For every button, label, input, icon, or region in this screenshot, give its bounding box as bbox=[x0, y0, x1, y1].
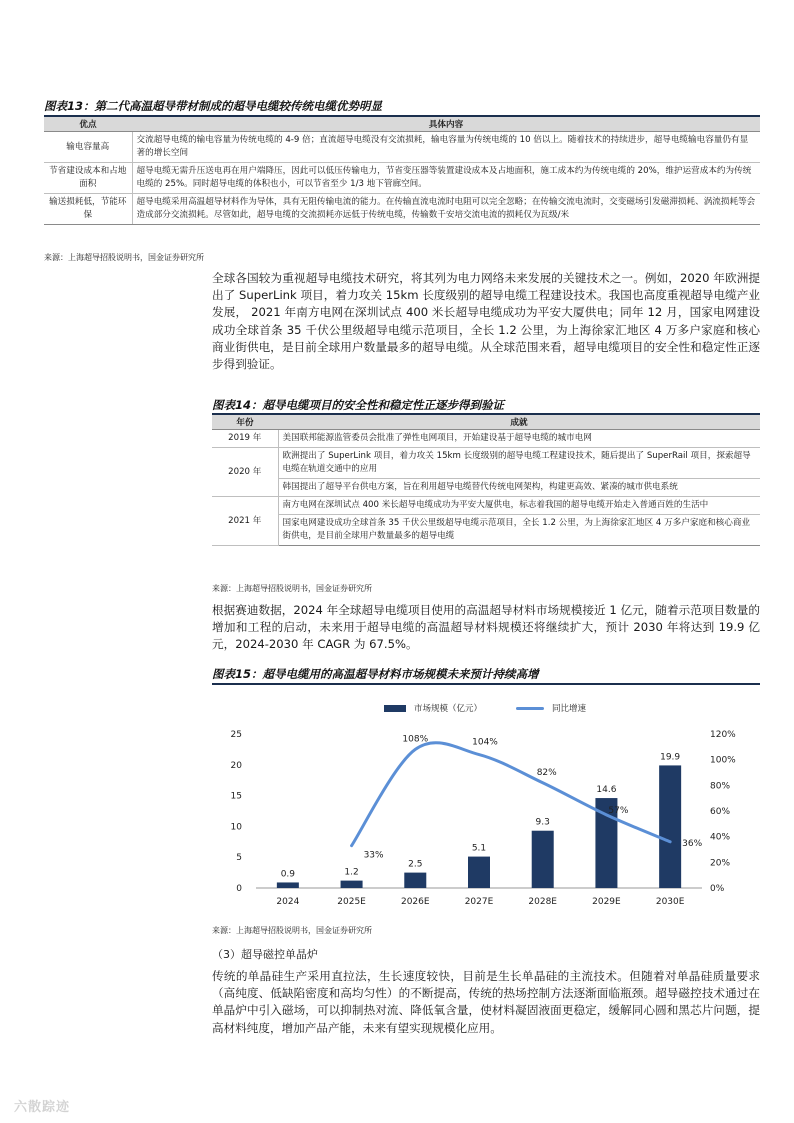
bar bbox=[277, 882, 299, 888]
x-tick-label: 2030E bbox=[655, 897, 685, 907]
fig15-chart bbox=[212, 722, 736, 932]
x-tick-label: 2027E bbox=[464, 897, 494, 907]
line-data-label: 36% bbox=[682, 838, 703, 849]
fig13-source: 来源：上海超导招股说明书，国金证券研究所 bbox=[44, 253, 204, 262]
y-left-tick-label: 10 bbox=[230, 822, 242, 833]
bar bbox=[532, 831, 554, 888]
line-data-label: 82% bbox=[536, 767, 557, 778]
bar-data-label: 9.3 bbox=[535, 817, 550, 828]
table-row bbox=[44, 163, 760, 194]
fig14-achievement: 韩国提出了超导平台供电方案，旨在利用超导电缆替代传统电网架构，构建更高效、紧凑的城市供电系统 bbox=[278, 479, 760, 497]
x-tick-label: 2026E bbox=[400, 897, 430, 907]
y-left-tick-label: 25 bbox=[230, 730, 242, 740]
body-paragraph-1: 全球各国较为重视超导电缆技术研究，将其列为电力网络未来发展的关键技术之一。例如，2020 年欧洲提出了 SuperLink 项目，着力攻关 15km 长度级别的超导电缆工程建设技术。我国也高度重视超导电缆产业发展， 2021 年南方电网在深圳试点 400 米长超导电缆成功为平安大厦供电；同年 12 月，国家电网建设成功全球首条 35 千伏公里级超导电缆示范项目，全长 1.2 公里，为上海徐家汇地区 4 万多户家庭和核心商业街供电，是目前全球用户数量最多的超导电缆。从全球范围来看，超导电缆项目的安全性和稳定性正逐步得到验证。 bbox=[212, 271, 760, 372]
bar bbox=[659, 765, 681, 888]
chart-legend-bar bbox=[384, 702, 482, 714]
x-tick-label: 2028E bbox=[528, 897, 558, 907]
fig14-title: 图表14：超导电缆项目的安全性和稳定性正逐步得到验证 bbox=[212, 398, 505, 412]
table-row bbox=[44, 194, 760, 225]
table-row bbox=[212, 497, 760, 515]
fig14-achievement: 国家电网建设成功全球首条 35 千伏公里级超导电缆示范项目，全长 1.2 公里，为上海徐家汇地区 4 万多户家庭和核心商业街供电，是目前全球用户数量最多的超导电缆 bbox=[278, 515, 760, 546]
legend-line-label: 同比增速 bbox=[552, 704, 587, 714]
y-right-tick-label: 80% bbox=[710, 781, 731, 792]
y-left-tick-label: 5 bbox=[236, 853, 242, 864]
fig14-col-header-year: 年份 bbox=[212, 415, 278, 430]
fig14-year: 2020 年 bbox=[212, 448, 278, 497]
fig14-col-header-achievement: 成就 bbox=[278, 415, 760, 430]
fig13-table bbox=[44, 117, 760, 225]
body-paragraph-2: 根据赛迪数据，2024 年全球超导电缆项目使用的高温超导材料市场规模接近 1 亿元，随着示范项目数量的增加和工程的启动，未来用于超导电缆的高温超导材料规模还将继续扩大，预计 2030 年将达到 19.9 亿元，2024-2030 年 CAGR 为 67.5%。 bbox=[212, 603, 760, 652]
y-right-tick-label: 100% bbox=[710, 755, 736, 766]
section-heading: （3）超导磁控单晶炉 bbox=[212, 948, 318, 961]
fig13-row-text: 超导电缆无需升压送电再在用户端降压，因此可以低压传输电力，节省变压器等装置建设成本及占地面积，施工成本约为传统电缆的 20%，维护运营成本约为传统电缆的 25%。同时超导电缆的体积也小，可以节省至少 1/3 地下管廊空间。 bbox=[132, 163, 760, 194]
bar-data-label: 5.1 bbox=[471, 843, 487, 854]
fig15-title-rule bbox=[212, 683, 760, 685]
body-paragraph-3: 传统的单晶硅生产采用直拉法，生长速度较快，目前是生长单晶硅的主流技术。但随着对单晶硅质量要求（高纯度、低缺陷密度和高均匀性）的不断提高，传统的热场控制方法逐渐面临瓶颈。超导磁控技术通过在单晶炉中引入磁场，可以抑制热对流、降低氧含量，使材料凝固液面更稳定，缓解同心圆和黑芯片问题，提高材料纯度，增加产品产能，未来有望实现规模化应用。 bbox=[212, 969, 760, 1035]
table-row bbox=[44, 132, 760, 163]
line-data-label: 104% bbox=[472, 737, 498, 748]
chart-legend-line bbox=[516, 702, 586, 714]
fig13-row-text: 超导电缆采用高温超导材料作为导体，具有无阻传输电流的能力。在传输直流电流时电阻可以完全忽略；在传输交流电流时，交变磁场引发磁滞损耗、涡流损耗等会造成部分交流损耗。尽管如此，超导电缆的交流损耗亦远低于传统电缆，传输数千安培交流电流的损耗仅为瓦级/米 bbox=[132, 194, 760, 225]
growth-rate-line bbox=[352, 743, 671, 846]
table-row bbox=[212, 479, 760, 497]
line-data-label: 57% bbox=[608, 805, 629, 816]
fig13-col-header-advantage: 优点 bbox=[44, 117, 132, 132]
y-left-tick-label: 15 bbox=[230, 791, 242, 802]
fig14-source: 来源：上海超导招股说明书，国金证券研究所 bbox=[212, 584, 372, 593]
table-row bbox=[212, 515, 760, 546]
bar bbox=[404, 873, 426, 888]
bar-data-label: 1.2 bbox=[344, 867, 359, 878]
y-right-tick-label: 120% bbox=[710, 730, 736, 740]
fig13-title: 图表13：第二代高温超导带材制成的超导电缆较传统电缆优势明显 bbox=[44, 99, 382, 113]
fig15-title: 图表15：超导电缆用的高温超导材料市场规模未来预计持续高增 bbox=[212, 667, 539, 681]
line-data-label: 108% bbox=[402, 734, 429, 745]
x-tick-label: 2025E bbox=[337, 897, 366, 907]
bar-data-label: 2.5 bbox=[408, 859, 423, 870]
fig13-row-label: 节省建设成本和占地面积 bbox=[44, 163, 132, 194]
fig15-source: 来源：上海超导招股说明书，国金证券研究所 bbox=[212, 926, 372, 935]
y-right-tick-label: 60% bbox=[710, 807, 731, 817]
bar-data-label: 14.6 bbox=[596, 785, 617, 796]
fig13-row-label: 输电容量高 bbox=[44, 132, 132, 163]
y-right-tick-label: 20% bbox=[710, 858, 731, 869]
fig14-achievement: 美国联邦能源监管委员会批准了弹性电网项目，开始建设基于超导电缆的城市电网 bbox=[278, 430, 760, 448]
table-row bbox=[212, 430, 760, 448]
fig14-year: 2021 年 bbox=[212, 497, 278, 546]
y-left-tick-label: 0 bbox=[236, 884, 242, 894]
legend-bar-label: 市场规模（亿元） bbox=[414, 704, 483, 714]
fig13-row-label: 输送损耗低，节能环保 bbox=[44, 194, 132, 225]
y-right-tick-label: 0% bbox=[710, 884, 725, 894]
fig14-table bbox=[212, 415, 760, 546]
bar bbox=[468, 857, 490, 888]
fig13-row-text: 交流超导电缆的输电容量为传统电缆的 4-9 倍；直流超导电缆没有交流损耗，输电容量为传统电缆的 10 倍以上。随着技术的持续进步，超导电缆输电容量仍有显著的增长空间 bbox=[132, 132, 760, 163]
fig14-achievement: 南方电网在深圳试点 400 米长超导电缆成功为平安大厦供电，标志着我国的超导电缆开始走入普通百姓的生活中 bbox=[278, 497, 760, 515]
table-row bbox=[212, 448, 760, 479]
bar-data-label: 0.9 bbox=[280, 869, 296, 880]
legend-line-swatch bbox=[516, 707, 544, 710]
bar-data-label: 19.9 bbox=[660, 752, 681, 763]
line-data-label: 33% bbox=[363, 850, 384, 861]
fig14-achievement: 欧洲提出了 SuperLink 项目，着力攻关 15km 长度级别的超导电缆工程建设技术，随后提出了 SuperRail 项目，探索超导电缆在轨道交通中的应用 bbox=[278, 448, 760, 479]
fig13-col-header-content: 具体内容 bbox=[132, 117, 760, 132]
y-left-tick-label: 20 bbox=[230, 760, 242, 771]
fig14-year: 2019 年 bbox=[212, 430, 278, 448]
x-tick-label: 2029E bbox=[592, 897, 621, 907]
watermark-logo: 六散踪迹 bbox=[14, 1100, 71, 1115]
bar bbox=[341, 881, 363, 888]
legend-bar-swatch bbox=[384, 705, 406, 712]
x-tick-label: 2024 bbox=[276, 897, 300, 907]
y-right-tick-label: 40% bbox=[710, 832, 731, 843]
